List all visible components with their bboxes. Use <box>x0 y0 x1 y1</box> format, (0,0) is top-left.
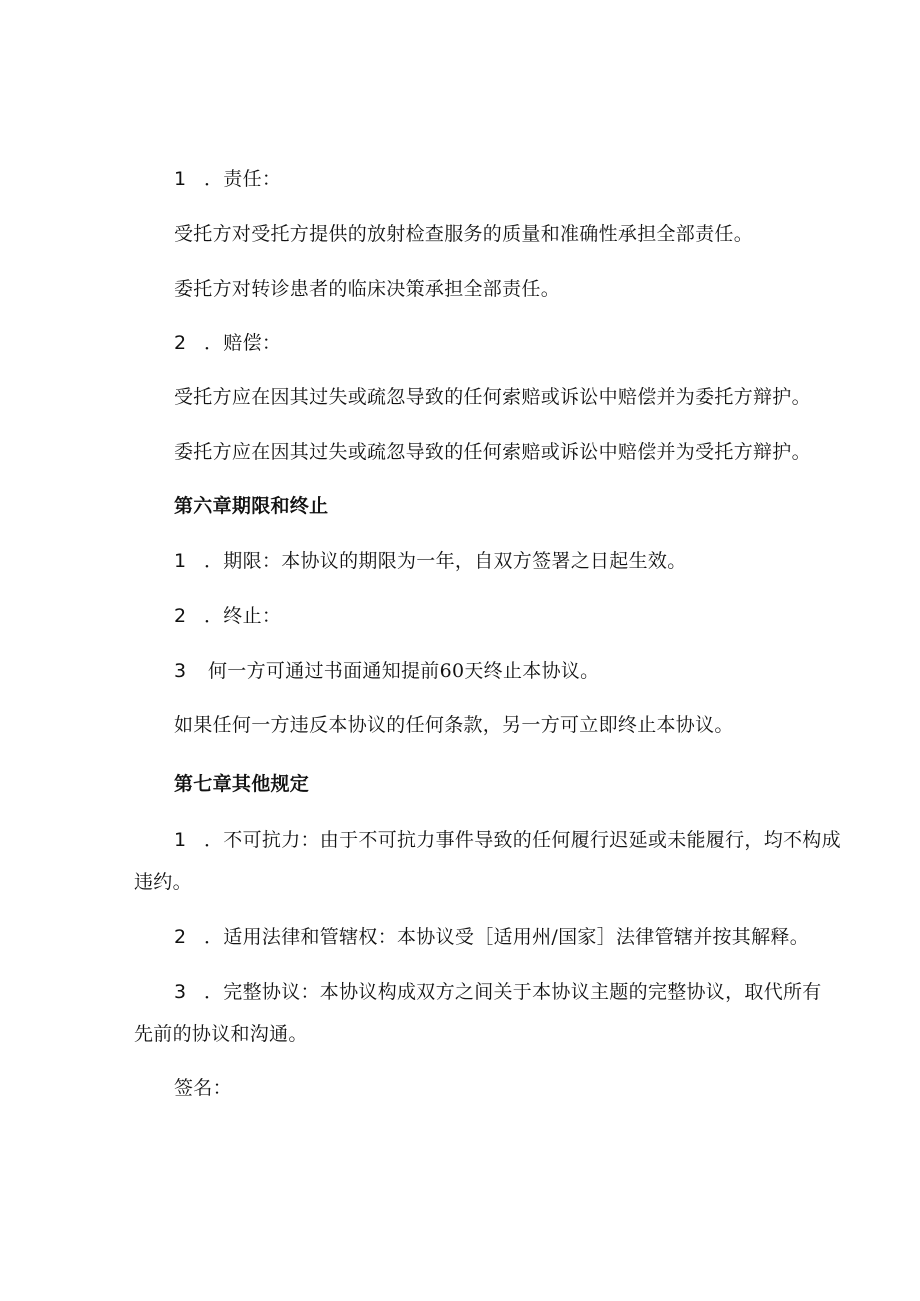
item-text: ．终止： <box>204 605 282 627</box>
compensation-paragraph-1: 受托方应在因其过失或疏忽导致的任何索赔或诉讼中赔偿并为委托方辩护。 <box>174 386 811 408</box>
item-number: 1 <box>174 168 187 190</box>
chapter-6-breach-paragraph: 如果任何一方违反本协议的任何条款，另一方可立即终止本协议。 <box>174 714 734 736</box>
chapter-7-item-1-line-2: 违约。 <box>134 871 192 893</box>
responsibility-paragraph-1: 受托方对受托方提供的放射检查服务的质量和准确性承担全部责任。 <box>174 223 754 245</box>
item-number: 3 <box>174 981 187 1003</box>
item-title: ．责任： <box>204 168 282 190</box>
item-number: 3 <box>174 660 187 682</box>
chapter-6-heading: 第六章期限和终止 <box>174 495 329 517</box>
signature-label: 签名： <box>174 1077 232 1099</box>
item-number: 1 <box>174 550 187 572</box>
item-text: 何一方可通过书面通知提前60天终止本协议。 <box>208 660 600 682</box>
chapter-7-item-1-line-1 <box>174 828 841 852</box>
item-title: ．赔偿： <box>204 332 282 354</box>
chapter-7-item-3-line-1 <box>174 980 822 1004</box>
item-text: ．适用法律和管辖权：本协议受［适用州/国家］法律管辖并按其解释。 <box>204 926 810 948</box>
chapter-7-heading: 第七章其他规定 <box>174 773 310 795</box>
chapter-7-item-3-line-2: 先前的协议和沟通。 <box>134 1023 308 1045</box>
item-number: 2 <box>174 926 187 948</box>
item-number: 2 <box>174 605 187 627</box>
compensation-item-heading <box>174 331 281 355</box>
responsibility-item-heading <box>174 167 281 191</box>
item-number: 2 <box>174 332 187 354</box>
item-text: ．期限：本协议的期限为一年，自双方签署之日起生效。 <box>204 550 687 572</box>
chapter-6-item-3 <box>174 659 599 683</box>
responsibility-paragraph-2: 委托方对转诊患者的临床决策承担全部责任。 <box>174 278 561 300</box>
chapter-7-item-2 <box>174 925 809 949</box>
item-text: ．完整协议：本协议构成双方之间关于本协议主题的完整协议，取代所有 <box>204 981 822 1003</box>
item-number: 1 <box>174 829 187 851</box>
chapter-6-item-1 <box>174 549 687 573</box>
item-text: ．不可抗力：由于不可抗力事件导致的任何履行迟延或未能履行，均不构成 <box>204 829 841 851</box>
chapter-6-item-2 <box>174 604 281 628</box>
compensation-paragraph-2: 委托方应在因其过失或疏忽导致的任何索赔或诉讼中赔偿并为受托方辩护。 <box>174 441 811 463</box>
